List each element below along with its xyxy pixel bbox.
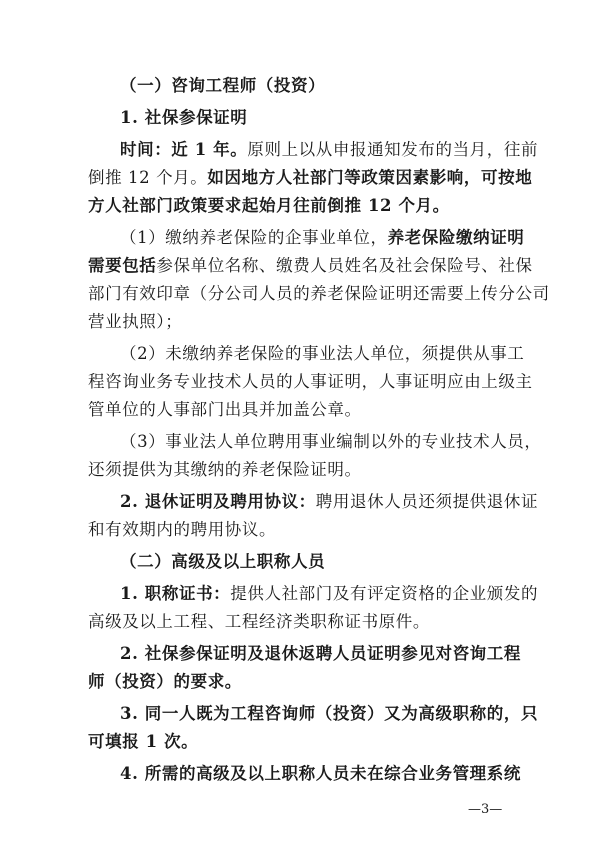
p1-line-1	[120, 227, 524, 249]
s2-1-line-2: 高级及以上工程、工程经济类职称证书原件。	[88, 612, 430, 631]
p1-bold-b: 需要包括	[88, 256, 157, 275]
p3-line-2: 还须提供为其缴纳的养老保险证明。	[88, 460, 362, 479]
item2-line-1	[120, 491, 538, 513]
s2-1-label: 1. 职称证书：	[120, 584, 231, 603]
s2-1-text-a: 提供人社部门及有评定资格的企业颁发的	[230, 584, 539, 603]
s2-4-line-1: 4. 所需的高级及以上职称人员未在综合业务管理系统	[120, 764, 521, 783]
p1-line-4: 营业执照）；	[88, 312, 183, 331]
s2-1-line-1	[120, 583, 538, 605]
time-bold-a: 如因地方人社部门等政策因素影响，可按地	[207, 168, 533, 187]
time-label: 时间：近 1 年。	[120, 140, 248, 159]
p1-line-3: 部门有效印章（分公司人员的养老保险证明还需要上传分公司	[88, 284, 550, 303]
time-text-a: 原则上以从申报通知发布的当月，往前	[247, 140, 539, 159]
item2-line-2: 和有效期内的聘用协议。	[88, 520, 277, 539]
time-line-2	[88, 167, 532, 189]
s2-3-line-1: 3. 同一人既为工程咨询师（投资）又为高级职称的，只	[120, 704, 539, 723]
p1-text-b: 参保单位名称、缴费人员姓名及社会保险号、社保	[156, 256, 533, 275]
p2-line-2: 程咨询业务专业技术人员的人事证明，人事证明应由上级主	[88, 372, 533, 391]
p2-line-1: （2）未缴纳养老保险的事业法人单位，须提供从事工	[120, 344, 525, 363]
p1-text-a: （1）缴纳养老保险的企事业单位，	[120, 228, 388, 247]
section2-title: （二）高级及以上职称人员	[120, 552, 326, 571]
time-line-1	[120, 139, 538, 161]
p1-line-2	[88, 255, 533, 277]
item1-title: 1. 社保参保证明	[120, 108, 248, 127]
time-text-b: 倒推 12 个月。	[88, 168, 208, 187]
p2-line-3: 管单位的人事部门出具并加盖公章。	[88, 400, 362, 419]
s2-3-line-2: 可填报 1 次。	[88, 732, 199, 751]
p1-bold-a: 养老保险缴纳证明	[387, 228, 525, 247]
s2-2-line-2: 师（投资）的要求。	[88, 672, 242, 691]
item2-text-a: 聘用退休人员还须提供退休证	[315, 492, 539, 511]
section1-title: （一）咨询工程师（投资）	[120, 76, 326, 95]
s2-2-line-1: 2. 社保参保证明及退休返聘人员证明参见对咨询工程	[120, 644, 521, 663]
item2-label: 2. 退休证明及聘用协议：	[120, 492, 316, 511]
time-bold-b: 方人社部门政策要求起始月往前倒推 12 个月。	[88, 196, 450, 215]
p3-line-1: （3）事业法人单位聘用事业编制以外的专业技术人员，	[120, 432, 542, 451]
page-number: —3—	[468, 802, 503, 817]
